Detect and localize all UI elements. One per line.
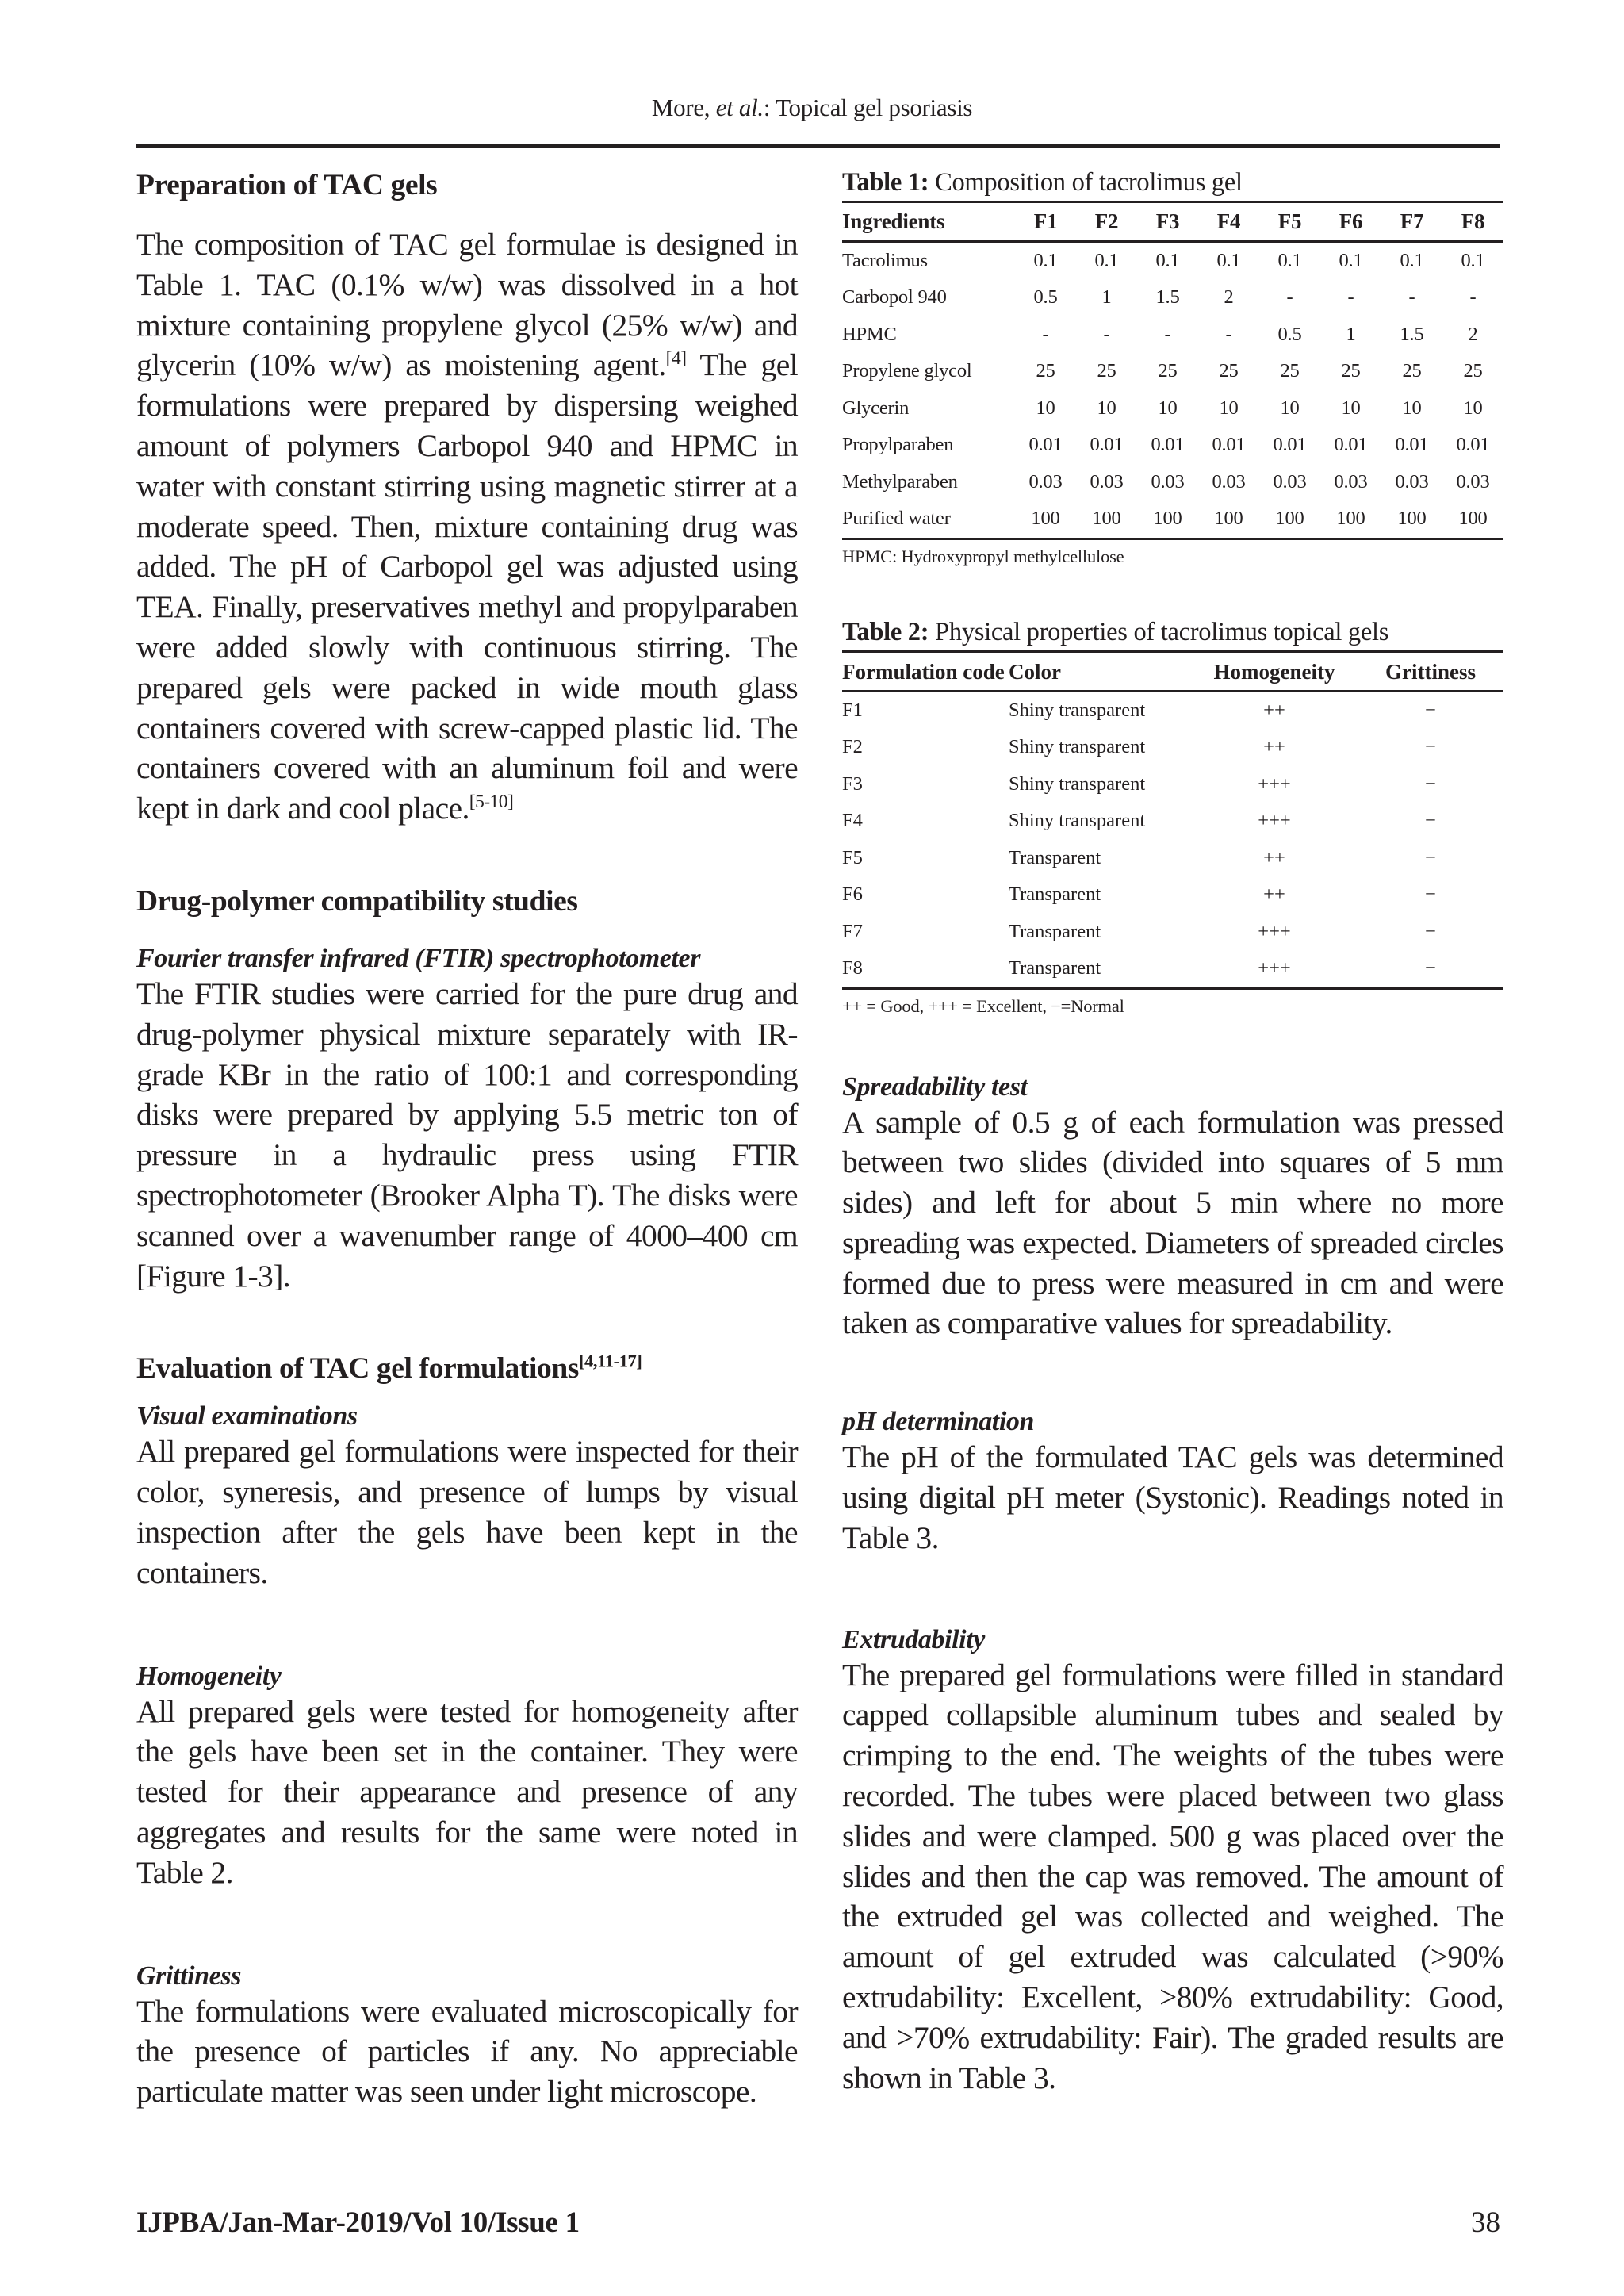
cell-value: 10: [1158, 397, 1178, 419]
formulation-code: F4: [842, 810, 863, 832]
citation-ref: [5-10]: [469, 792, 514, 812]
table-composition: [842, 201, 1503, 540]
section-heading-evaluation: [136, 1351, 798, 1386]
table-row: [842, 241, 1503, 279]
cell-value: 10: [1402, 397, 1422, 419]
header-rule: [136, 144, 1500, 148]
color-value: Shiny transparent: [1009, 699, 1146, 721]
column-header: Formulation code: [842, 659, 1005, 684]
caption-label: Table 1:: [842, 168, 929, 197]
ingredient-name: Glycerin: [842, 397, 910, 419]
color-value: Transparent: [1009, 957, 1101, 979]
right-column: [842, 168, 1503, 2098]
cell-value: 100: [1336, 508, 1365, 530]
color-value: Transparent: [1009, 884, 1101, 906]
paragraph-grittiness: The formulations were evaluated microscopically for the presence of particles if any. No appreciable particulate matter was seen under light microscope.: [136, 1993, 798, 2110]
formulation-code: F6: [842, 884, 863, 906]
ingredient-name: Methylparaben: [842, 470, 958, 493]
cell-value: 100: [1397, 508, 1427, 530]
cell-value: 25: [1402, 360, 1422, 382]
color-value: Transparent: [1009, 846, 1101, 868]
table-physical-properties: [842, 650, 1503, 990]
cell-value: 10: [1463, 397, 1483, 419]
table-row: [842, 876, 1503, 914]
cell-value: 0.03: [1334, 470, 1368, 493]
ingredient-name: Propylene glycol: [842, 360, 972, 382]
column-header: Ingredients: [842, 209, 945, 233]
cell-value: 100: [1214, 508, 1243, 530]
paragraph-spreadability: A sample of 0.5 g of each formulation was pressed between two slides (divided into squares of 5 mm sides) and left for about 5 min where no more spreading was expected. Diameters of spreaded circles formed due to press were measured in cm and were taken as comparative values for spreadability.: [842, 1104, 1503, 1341]
cell-value: 2: [1224, 286, 1234, 309]
table-header-row: [842, 651, 1503, 691]
cell-value: 10: [1341, 397, 1361, 419]
color-value: Shiny transparent: [1009, 810, 1146, 832]
cell-value: 0.1: [1155, 249, 1180, 271]
cell-value: -: [1347, 286, 1354, 309]
paragraph-ftir: The FTIR studies were carried for the pure drug and drug-polymer physical mixture separately with IR-grade KBr in the ratio of 100:1 and corresponding disks were prepared by applying 5.5 metric ton of pressure in a hydraulic press using FTIR spectrophotometer (Brooker Alpha T). The disks were scanned over a wavenumber range of 4000–400 cm [Figure 1-3].: [136, 976, 798, 1294]
grittiness-value: −: [1425, 846, 1436, 868]
ingredient-name: Carbopol 940: [842, 286, 947, 309]
cell-value: 0.5: [1277, 323, 1302, 345]
section-heading-compatibility: Drug-polymer compatibility studies: [136, 884, 578, 918]
cell-value: -: [1103, 323, 1110, 345]
color-value: Shiny transparent: [1009, 736, 1146, 758]
column-header: Color: [1009, 659, 1061, 684]
table-row: [842, 279, 1503, 316]
running-head-etal: et al.: [715, 94, 764, 121]
cell-value: 25: [1097, 360, 1116, 382]
cell-value: 0.1: [1094, 249, 1119, 271]
cell-value: -: [1225, 323, 1232, 345]
paragraph-extrudability: The prepared gel formulations were filled in standard capped collapsible aluminum tubes and sealed by crimping to the end. The weights of the tubes were recorded. The tubes were placed between two glass slides and were clamped. 500 g was placed over the slides and then the cap was removed. The amount of the extruded gel was collected and weighed. The amount of gel extruded was calculated (>90% extrudability: Excellent, >80% extrudability: Good, and >70% extrudability: Fair). The graded results are shown in Table 3.: [842, 1657, 1503, 2095]
citation-ref: [4,11-17]: [578, 1351, 642, 1371]
cell-value: 0.5: [1033, 286, 1058, 309]
cell-value: 1.5: [1155, 286, 1180, 309]
table-row: [842, 316, 1503, 354]
cell-value: 0.01: [1456, 434, 1490, 456]
table1-caption: [842, 168, 1503, 197]
cell-value: 0.03: [1273, 470, 1307, 493]
grittiness-value: −: [1425, 920, 1436, 942]
cell-value: 1.5: [1400, 323, 1424, 345]
cell-value: 0.03: [1212, 470, 1246, 493]
grittiness-value: −: [1425, 884, 1436, 906]
homogeneity-value: ++: [1263, 736, 1285, 758]
cell-value: -: [1286, 286, 1293, 309]
table-row: [842, 390, 1503, 427]
cell-value: 0.03: [1028, 470, 1063, 493]
cell-value: 0.1: [1277, 249, 1302, 271]
paragraph-ph: The pH of the formulated TAC gels was determined using digital pH meter (Systonic). Readings noted in Table 3.: [842, 1439, 1503, 1555]
formulation-code: F1: [842, 699, 863, 721]
cell-value: 0.1: [1216, 249, 1241, 271]
cell-value: -: [1469, 286, 1477, 309]
column-header: F2: [1094, 209, 1119, 233]
cell-value: 25: [1158, 360, 1178, 382]
cell-value: 0.01: [1334, 434, 1368, 456]
cell-value: 0.03: [1151, 470, 1185, 493]
formulation-code: F3: [842, 772, 863, 795]
cell-value: 1: [1101, 286, 1112, 309]
running-head-authors: More,: [651, 94, 716, 121]
cell-value: 100: [1458, 508, 1488, 530]
table-row: [842, 840, 1503, 877]
cell-value: 100: [1275, 508, 1304, 530]
cell-value: 0.01: [1273, 434, 1307, 456]
table-row: [842, 427, 1503, 464]
cell-value: 0.01: [1090, 434, 1124, 456]
cell-value: 0.03: [1090, 470, 1124, 493]
grittiness-value: −: [1425, 736, 1436, 758]
table-row: [842, 500, 1503, 539]
cell-value: 0.03: [1456, 470, 1490, 493]
cell-value: 10: [1219, 397, 1239, 419]
caption-text: Composition of tacrolimus gel: [929, 168, 1243, 197]
subheading-homogeneity: Homogeneity: [136, 1661, 282, 1691]
paragraph-visual: All prepared gel formulations were inspected for their color, syneresis, and presence of lumps by visual inspection after the gels have been kept in the containers.: [136, 1434, 798, 1590]
cell-value: 25: [1463, 360, 1483, 382]
table-row: [842, 691, 1503, 729]
column-header: F5: [1277, 209, 1302, 233]
cell-value: 100: [1092, 508, 1121, 530]
caption-text: Physical properties of tacrolimus topical gels: [929, 617, 1389, 646]
table-row: [842, 803, 1503, 840]
cell-value: 0.1: [1339, 249, 1363, 271]
ingredient-name: Tacrolimus: [842, 249, 928, 271]
color-value: Transparent: [1009, 920, 1101, 942]
cell-value: 25: [1036, 360, 1055, 382]
table2-footnote: ++ = Good, +++ = Excellent, −=Normal: [842, 995, 1124, 1016]
subheading-grittiness: Grittiness: [136, 1961, 242, 1991]
column-header: F8: [1461, 209, 1485, 233]
ingredient-name: Purified water: [842, 508, 951, 530]
table-row: [842, 766, 1503, 803]
table-row: [842, 950, 1503, 988]
ingredient-name: Propylparaben: [842, 434, 954, 456]
paragraph-preparation: [136, 224, 798, 829]
table2-caption: [842, 618, 1503, 647]
running-head: [0, 94, 1624, 122]
cell-value: 25: [1341, 360, 1361, 382]
table1-footnote: HPMC: Hydroxypropyl methylcellulose: [842, 546, 1124, 566]
column-header: F6: [1339, 209, 1363, 233]
column-header: F4: [1216, 209, 1241, 233]
cell-value: 2: [1468, 323, 1478, 345]
subheading-ph: pH determination: [842, 1407, 1035, 1437]
paragraph-homogeneity: All prepared gels were tested for homogeneity after the gels have been set in the container. They were tested for their appearance and presence of any aggregates and results for the same were noted in Table 2.: [136, 1693, 798, 1890]
cell-value: 10: [1097, 397, 1116, 419]
formulation-code: F7: [842, 920, 863, 942]
table-header-row: [842, 202, 1503, 242]
grittiness-value: −: [1425, 957, 1436, 979]
cell-value: 0.01: [1395, 434, 1429, 456]
homogeneity-value: +++: [1258, 810, 1291, 832]
cell-value: 25: [1219, 360, 1239, 382]
cell-value: -: [1164, 323, 1171, 345]
running-head-title: : Topical gel psoriasis: [763, 94, 973, 121]
homogeneity-value: +++: [1258, 920, 1291, 942]
citation-ref: [4]: [665, 348, 687, 370]
homogeneity-value: ++: [1263, 846, 1285, 868]
color-value: Shiny transparent: [1009, 772, 1146, 795]
cell-value: 25: [1280, 360, 1300, 382]
cell-value: 0.1: [1400, 249, 1424, 271]
table-row: [842, 914, 1503, 951]
caption-label: Table 2:: [842, 617, 929, 646]
homogeneity-value: ++: [1263, 884, 1285, 906]
homogeneity-value: +++: [1258, 772, 1291, 795]
cell-value: 10: [1280, 397, 1300, 419]
subheading-visual: Visual examinations: [136, 1401, 358, 1432]
cell-value: 0.1: [1461, 249, 1485, 271]
cell-value: -: [1408, 286, 1415, 309]
grittiness-value: −: [1425, 699, 1436, 721]
column-header: Grittiness: [1385, 659, 1476, 684]
homogeneity-value: ++: [1263, 699, 1285, 721]
ingredient-name: HPMC: [842, 323, 897, 345]
left-column: [136, 168, 798, 2112]
table-row: [842, 353, 1503, 390]
cell-value: 100: [1031, 508, 1060, 530]
homogeneity-value: +++: [1258, 957, 1291, 979]
heading-text: Evaluation of TAC gel formulations: [136, 1352, 579, 1386]
cell-value: 0.03: [1395, 470, 1429, 493]
grittiness-value: −: [1425, 772, 1436, 795]
formulation-code: F2: [842, 736, 863, 758]
cell-value: 0.01: [1151, 434, 1185, 456]
cell-value: 100: [1153, 508, 1182, 530]
column-header: Homogeneity: [1213, 659, 1335, 684]
grittiness-value: −: [1425, 810, 1436, 832]
column-header: F7: [1400, 209, 1424, 233]
formulation-code: F8: [842, 957, 863, 979]
cell-value: -: [1042, 323, 1049, 345]
cell-value: 10: [1036, 397, 1055, 419]
cell-value: 0.1: [1033, 249, 1058, 271]
column-header: F3: [1155, 209, 1180, 233]
subheading-ftir: Fourier transfer infrared (FTIR) spectrophotometer: [136, 943, 701, 973]
footer-journal: IJPBA/Jan-Mar-2019/Vol 10/Issue 1: [136, 2206, 580, 2239]
column-header: F1: [1033, 209, 1058, 233]
table-row: [842, 464, 1503, 501]
cell-value: 0.01: [1028, 434, 1063, 456]
subheading-spreadability: Spreadability test: [842, 1071, 1028, 1102]
cell-value: 0.01: [1212, 434, 1246, 456]
page-number: 38: [1471, 2206, 1500, 2239]
cell-value: 1: [1346, 323, 1356, 345]
section-heading-preparation: Preparation of TAC gels: [136, 169, 438, 201]
formulation-code: F5: [842, 846, 863, 868]
table-row: [842, 729, 1503, 766]
paragraph-text: The gel formulations were prepared by dispersing weighed amount of polymers Carbopol 940 and HPMC in water with constant stirring using magnetic stirrer at a moderate speed. Then, mixture containing drug was added. The pH of Carbopol gel was adjusted using TEA. Finally, preservatives methyl and propylparaben were added slowly with continuous stirring. The prepared gels were packed in wide mouth glass containers covered with screw-capped plastic lid. The containers covered with an aluminum foil and were kept in dark and cool place.: [136, 347, 799, 826]
subheading-extrudability: Extrudability: [842, 1624, 985, 1654]
paragraph-text: The composition of TAC gel formulae is designed in Table 1. TAC (0.1% w/w) was dissolved in a hot mixture containing propylene glycol (25% w/w) and glycerin (10% w/w) as moistening agent.: [136, 227, 798, 383]
